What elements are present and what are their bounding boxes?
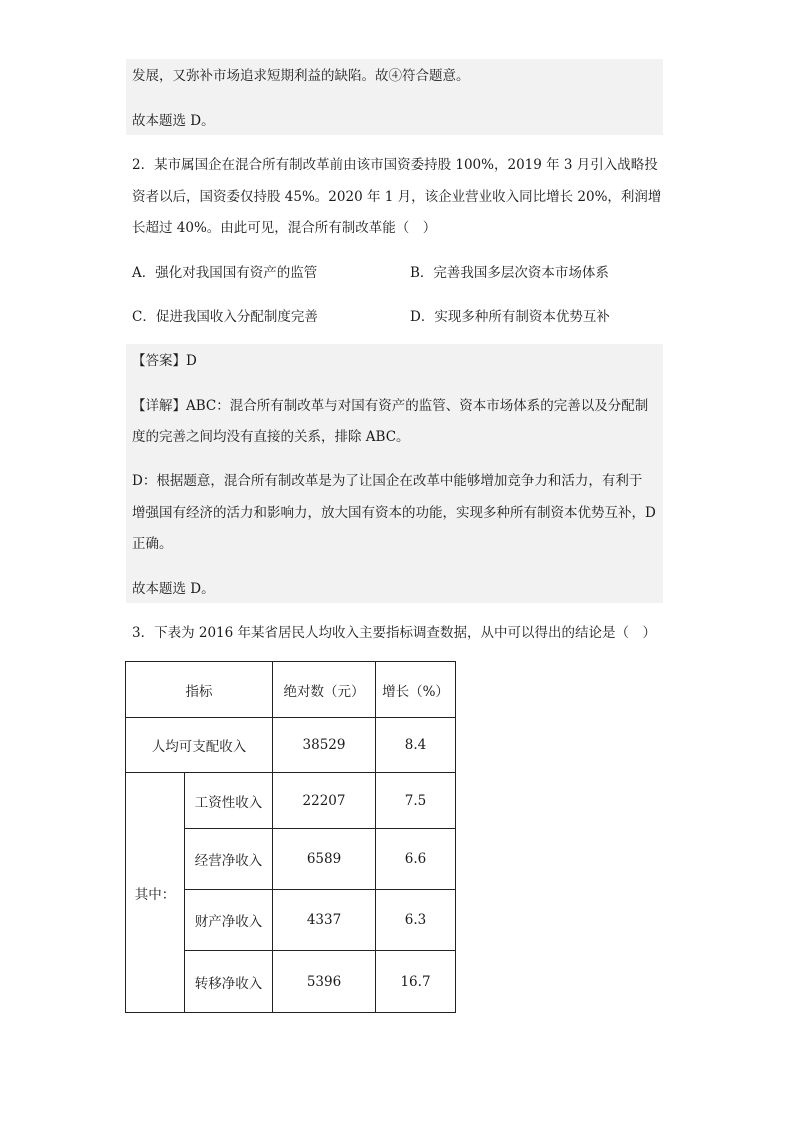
row-absolute: 38529: [273, 718, 376, 773]
row-label: 转移净收入: [185, 951, 273, 1013]
row-absolute: 5396: [273, 951, 376, 1013]
row-absolute: 6589: [273, 829, 376, 890]
q2-explanation-line-5: 正确。: [132, 536, 173, 552]
q2-option-c: C．促进我国收入分配制度完善: [132, 309, 318, 325]
q2-option-b: B．完善我国多层次资本市场体系: [410, 265, 609, 281]
q2-conclusion: 故本题选 D。: [132, 581, 215, 597]
q1-tail-line: 发展，又弥补市场追求短期利益的缺陷。故④符合题意。: [132, 68, 470, 84]
row-absolute: 4337: [273, 890, 376, 951]
row-growth: 7.5: [376, 773, 456, 829]
row-growth: 16.7: [376, 951, 456, 1013]
row-growth: 6.6: [376, 829, 456, 890]
q2-explanation-line-3: D：根据题意，混合所有制改革是为了让国企在改革中能够增加竞争力和活力，有利于: [132, 473, 643, 489]
row-growth: 6.3: [376, 890, 456, 951]
row-label: 经营净收入: [185, 829, 273, 890]
q2-stem-line-2: 资者以后，国资委仅持股 45%。2020 年 1 月，该企业营业收入同比增长 20%，利润增: [132, 189, 662, 205]
row-label: 人均可支配收入: [126, 718, 273, 773]
row-label: 工资性收入: [185, 773, 273, 829]
q2-option-d: D．实现多种所有制资本优势互补: [410, 309, 610, 325]
q2-answer: 【答案】D: [132, 353, 197, 369]
q3-stem: 3．下表为 2016 年某省居民人均收入主要指标调查数据，从中可以得出的结论是（ ）: [132, 625, 657, 641]
income-table: [125, 661, 456, 1013]
group-label: 其中：: [126, 773, 185, 1013]
header-absolute: 绝对数（元）: [273, 662, 376, 718]
q1-conclusion: 故本题选 D。: [132, 113, 215, 129]
table-row: [126, 773, 456, 829]
q2-stem-line-1: 2．某市属国企在混合所有制改革前由该市国资委持股 100%，2019 年 3 月引入战略投: [132, 157, 658, 173]
header-indicator: 指标: [126, 662, 273, 718]
q2-stem-line-3: 长超过 40%。由此可见，混合所有制改革能（ ）: [132, 220, 437, 236]
header-growth: 增长（%）: [376, 662, 456, 718]
row-label: 财产净收入: [185, 890, 273, 951]
q2-explanation-line-1: 【详解】ABC：混合所有制改革与对国有资产的监管、资本市场体系的完善以及分配制: [132, 398, 649, 414]
table-row: [126, 718, 456, 773]
q2-explanation-line-2: 度的完善之间均没有直接的关系，排除 ABC。: [132, 429, 410, 445]
row-absolute: 22207: [273, 773, 376, 829]
row-growth: 8.4: [376, 718, 456, 773]
q2-explanation-line-4: 增强国有经济的活力和影响力，放大国有资本的功能，实现多种所有制资本优势互补，D: [132, 505, 656, 521]
q2-option-a: A．强化对我国国有资产的监管: [132, 265, 318, 281]
table-header-row: [126, 662, 456, 718]
